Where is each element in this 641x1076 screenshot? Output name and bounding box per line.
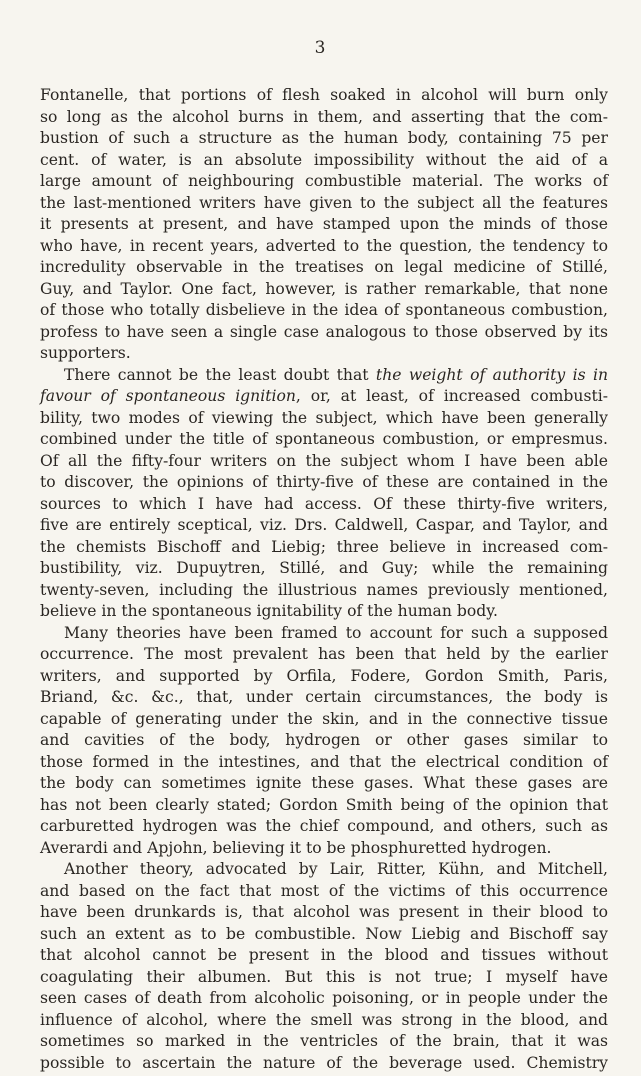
text-line: twenty-seven, including the illustrious names previously mentioned,: [40, 580, 608, 599]
text-line: the body can sometimes ignite these gases. What these gases are: [40, 774, 608, 792]
text-line: of those who totally disbelieve in the idea of spontaneous combustion,: [40, 301, 608, 319]
text-line: possible to ascertain the nature of the beverage used. Chemistry: [40, 1053, 608, 1072]
text-line: supporters.: [40, 344, 131, 362]
body-text: [40, 85, 608, 1074]
text-line: seen cases of death from alcoholic poisoning, or in people under the: [40, 989, 608, 1007]
text-line: Another theory, advocated by Lair, Ritter, Kühn, and Mitchell,: [64, 860, 608, 878]
text-line: influence of alcohol, where the smell was strong in the blood, and: [40, 1010, 608, 1029]
text-line: capable of generating under the skin, and in the connective tissue: [40, 709, 608, 728]
text-line: profess to have seen a single case analogous to those observed by its: [40, 322, 608, 341]
text-line: has not been clearly stated; Gordon Smith being of the opinion that: [40, 795, 608, 814]
text-line: Fontanelle, that portions of flesh soaked in alcohol will burn only: [40, 86, 608, 104]
text-line: the chemists Bischoff and Liebig; three believe in increased com-: [40, 537, 608, 556]
text-line: such an extent as to be combustible. Now Liebig and Bischoff say: [40, 924, 608, 943]
text-line: those formed in the intestines, and that the electrical condition of: [40, 752, 608, 771]
text-line: [40, 365, 608, 387]
page-number: 3: [314, 38, 327, 58]
text-line: writers, and supported by Orfila, Fodere, Gordon Smith, Paris,: [40, 666, 608, 685]
text-line: Of all the fifty-four writers on the subject whom I have been able: [40, 451, 608, 470]
text-line: believe in the spontaneous ignitability of the human body.: [40, 602, 498, 620]
text-line: combined under the title of spontaneous combustion, or empresmus.: [40, 430, 608, 448]
text-line: and cavities of the body, hydrogen or other gases similar to: [40, 731, 608, 749]
text-line: bility, two modes of viewing the subject, which have been generally: [40, 408, 608, 427]
text-line: it presents at present, and have stamped upon the minds of those: [40, 215, 608, 233]
text-line: carburetted hydrogen was the chief compound, and others, such as: [40, 817, 608, 835]
text-line: occurrence. The most prevalent has been that held by the earlier: [40, 645, 608, 663]
text-line: [40, 386, 608, 408]
text-span: , or, at least, of increased combusti-: [295, 387, 608, 405]
text-line: bustion of such a structure as the human body, containing 75 per: [40, 129, 608, 147]
text-span: There cannot be the least doubt that: [64, 365, 376, 384]
text-line: coagulating their albumen. But this is not true; I myself have: [40, 967, 608, 986]
text-line: Guy, and Taylor. One fact, however, is rather remarkable, that none: [40, 279, 608, 298]
text-line: who have, in recent years, adverted to the question, the tendency to: [40, 236, 608, 255]
text-line: Briand, &c. &c., that, under certain circumstances, the body is: [40, 688, 608, 706]
italic-emphasis: favour of spontaneous ignition: [40, 387, 296, 405]
text-line: sometimes so marked in the ventricles of the brain, that it was: [40, 1032, 608, 1050]
text-line: that alcohol cannot be present in the blood and tissues without: [40, 946, 608, 964]
text-line: cent. of water, is an absolute impossibility without the aid of a: [40, 150, 608, 169]
text-line: so long as the alcohol burns in them, and asserting that the com-: [40, 107, 608, 126]
text-line: Averardi and Apjohn, believing it to be phosphuretted hydrogen.: [40, 838, 552, 857]
text-line: have been drunkards is, that alcohol was present in their blood to: [40, 903, 608, 921]
text-line: to discover, the opinions of thirty-five of these are contained in the: [40, 473, 608, 491]
text-line: Many theories have been framed to account for such a supposed: [64, 623, 608, 642]
text-line: five are entirely sceptical, viz. Drs. Caldwell, Caspar, and Taylor, and: [40, 516, 608, 534]
text-line: and based on the fact that most of the victims of this occurrence: [40, 881, 608, 900]
text-line: large amount of neighbouring combustible material. The works of: [40, 172, 608, 190]
text-line: the last-mentioned writers have given to the subject all the features: [40, 193, 608, 212]
italic-emphasis: the weight of authority is in: [375, 365, 608, 384]
text-line: sources to which I have had access. Of these thirty-five writers,: [40, 494, 608, 513]
text-line: bustibility, viz. Dupuytren, Stillé, and Guy; while the remaining: [40, 559, 608, 577]
text-line: incredulity observable in the treatises on legal medicine of Stillé,: [40, 258, 608, 276]
